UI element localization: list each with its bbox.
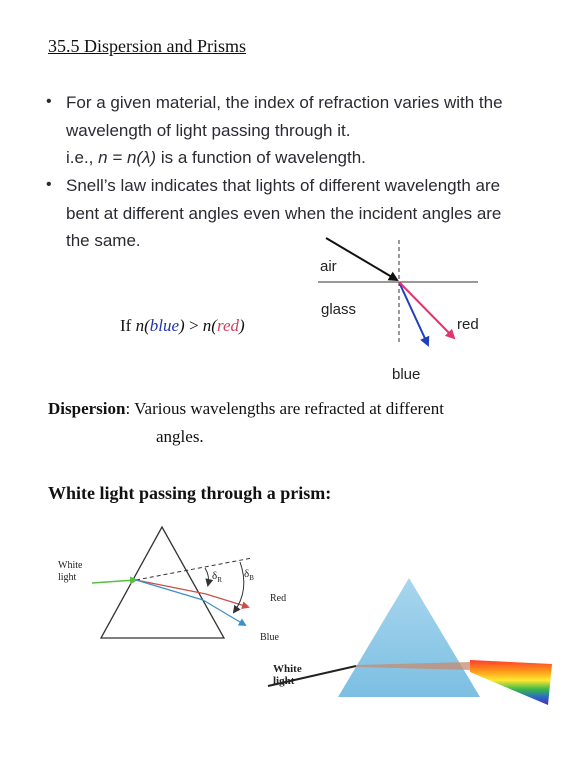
red-ray-label: Red — [270, 593, 287, 604]
condition-prefix: If — [120, 316, 136, 335]
blue-ray-label: Blue — [260, 632, 279, 643]
delta-r-sub: R — [217, 576, 222, 585]
glass-label: glass — [321, 301, 357, 318]
condition-close2: ) — [239, 316, 245, 335]
photo-white-light-1: White — [273, 663, 302, 675]
page-title: 35.5 Dispersion and Prisms — [48, 36, 246, 56]
dispersion-colon: : — [125, 399, 135, 418]
condition-blue: blue — [149, 316, 180, 335]
photo-white-light-label — [273, 663, 302, 687]
red-label: red — [457, 316, 479, 333]
delta-r-symbol: δ — [212, 570, 218, 582]
dispersion-text-1: Various wavelengths are refracted at different — [134, 399, 444, 418]
blue-label: blue — [392, 366, 421, 383]
condition-n1: n( — [135, 316, 150, 335]
condition-close1: ) — [179, 316, 185, 335]
delta-b-symbol: δ — [244, 568, 250, 580]
condition-n2: n( — [202, 316, 217, 335]
dispersion-text-2: angles. — [156, 427, 204, 446]
bullet-1-line-2: wavelength of light passing through it. — [66, 121, 351, 140]
bullet-1-line-1: For a given material, the index of refraction varies with the — [66, 93, 503, 112]
line-3-prefix: i.e., — [66, 148, 99, 167]
white-light-label-1: White — [58, 560, 83, 571]
line-3-suffix: is a function of wavelength. — [156, 148, 366, 167]
color-spectrum — [470, 660, 552, 705]
condition-red: red — [216, 316, 239, 335]
bullet-2-line-3: the same. — [66, 231, 141, 250]
prism-heading: White light passing through a prism: — [48, 483, 332, 503]
bullet-dot: • — [46, 176, 52, 193]
bullet-dot: • — [46, 93, 52, 110]
air-label: air — [320, 258, 337, 275]
bullet-2-line-2: bent at different angles even when the incident angles are — [66, 204, 502, 223]
bullet-2-line-1: Snell’s law indicates that lights of different wavelength are — [66, 176, 501, 195]
photo-white-light-2: light — [273, 675, 295, 687]
condition-gt: > — [184, 316, 203, 335]
white-light-label-2: light — [58, 572, 77, 583]
dispersion-term: Dispersion — [48, 399, 126, 418]
delta-b-sub: B — [249, 574, 254, 583]
line-3-expression: n = n(λ) — [98, 148, 157, 167]
glass-prism — [338, 578, 480, 697]
